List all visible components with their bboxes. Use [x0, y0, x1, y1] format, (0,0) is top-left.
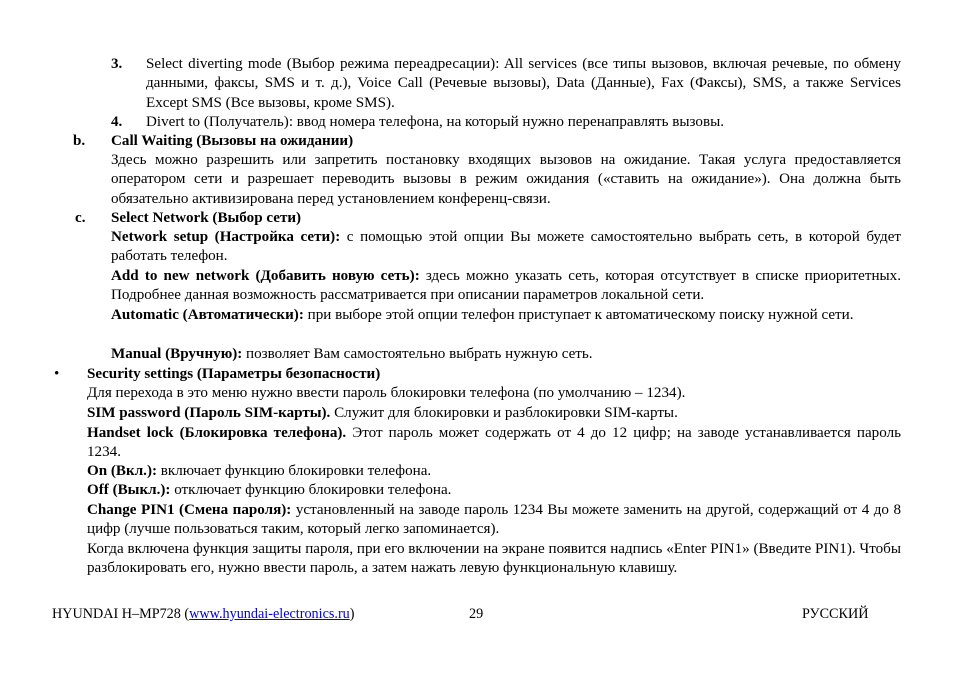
- footer-website-link[interactable]: www.hyundai-electronics.ru: [189, 606, 350, 622]
- manual-term: Manual (Вручную):: [111, 346, 243, 362]
- item-4-text: Divert to (Получатель): ввод номера телефона, на который нужно перенаправлять вызовы.: [146, 114, 724, 130]
- footer-model-prefix: HYUNDAI H–MP728 (: [52, 606, 190, 622]
- call-waiting-body: Здесь можно разрешить или запретить постановку входящих вызовов на ожидание. Такая услуга предоставляется оператором сети и разрешает переводить вызовы в режим ожидания («ставить на ожидание»). Она должна быть обязательно активизирована перед установлением конференц-связи.: [111, 152, 901, 207]
- security-closing: Когда включена функция защиты пароля, при его включении на экране появится надпись «Enter PIN1» (Введите PIN1). Чтобы разблокировать его, нужно ввести пароль, а затем нажать левую функциональную клавишу.: [87, 541, 901, 577]
- sim-password-paragraph: [87, 404, 901, 423]
- footer-model-suffix: ): [349, 606, 355, 622]
- handset-lock-term: Handset lock (Блокировка телефона).: [87, 425, 347, 441]
- off-term: Off (Выкл.):: [87, 482, 171, 498]
- section-letter-b: b.: [73, 133, 86, 149]
- item-number-4: 4.: [111, 114, 123, 130]
- sim-password-term: SIM password (Пароль SIM-карты).: [87, 405, 331, 421]
- select-network-heading: Select Network (Выбор сети): [111, 210, 302, 226]
- on-desc: включает функцию блокировки телефона.: [157, 463, 432, 479]
- manual-paragraph: [111, 345, 901, 364]
- call-waiting-heading: Call Waiting (Вызовы на ожидании): [111, 133, 354, 149]
- sim-password-desc: Служит для блокировки и разблокировки SIM-карты.: [330, 405, 678, 421]
- off-desc: отключает функцию блокировки телефона.: [170, 482, 452, 498]
- change-pin-term: Change PIN1 (Смена пароля):: [87, 502, 292, 518]
- network-setup-desc: с помощью этой опции Вы можете самостоятельно выбрать сеть, в которой будет работать телефон.: [111, 229, 902, 265]
- section-letter-c: c.: [75, 210, 86, 226]
- on-term: On (Вкл.):: [87, 463, 157, 479]
- on-paragraph: [87, 462, 901, 481]
- security-heading: Security settings (Параметры безопасности): [87, 366, 381, 382]
- handset-lock-desc: Этот пароль может содержать от 4 до 12 цифр; на заводе устанавливается пароль 1234.: [87, 425, 901, 461]
- add-network-term: Add to new network (Добавить новую сеть):: [111, 268, 420, 284]
- footer-model: [52, 605, 355, 623]
- network-setup-paragraph: [111, 228, 901, 267]
- add-network-desc: здесь можно указать сеть, которая отсутствует в списке приоритетных. Подробнее данная возможность рассматривается при описании параметров локальной сети.: [111, 268, 901, 304]
- automatic-term: Automatic (Автоматически):: [111, 307, 304, 323]
- handset-lock-paragraph: [87, 424, 901, 463]
- page-number: 29: [469, 606, 484, 622]
- automatic-desc: при выборе этой опции телефон приступает к автоматическому поиску нужной сети.: [303, 307, 854, 323]
- off-paragraph: [87, 481, 901, 500]
- network-setup-term: Network setup (Настройка сети):: [111, 229, 341, 245]
- automatic-paragraph: [111, 306, 901, 325]
- change-pin-paragraph: [87, 501, 901, 540]
- security-intro: Для перехода в это меню нужно ввести пароль блокировки телефона (по умолчанию – 1234).: [87, 385, 686, 401]
- bullet-icon: •: [54, 366, 60, 382]
- change-pin-desc: установленный на заводе пароль 1234 Вы можете заменить на другой, содержащий от 4 до 8 цифр (лучше пользоваться таким, который легко запоминается).: [87, 502, 901, 538]
- footer-language: РУССКИЙ: [802, 606, 869, 622]
- item-number-3: 3.: [111, 56, 123, 72]
- item-3-text: Select diverting mode (Выбор режима переадресации): All services (все типы вызовов, включая речевые, по обмену данными, факсы, SMS и т. д.), Voice Call (Речевые вызовы), Data (Данные), Fax (Факсы), SMS, а также Services Except SMS (Все вызовы, кроме SMS).: [146, 56, 901, 111]
- add-network-paragraph: [111, 267, 901, 306]
- manual-desc: позволяет Вам самостоятельно выбрать нужную сеть.: [242, 346, 593, 362]
